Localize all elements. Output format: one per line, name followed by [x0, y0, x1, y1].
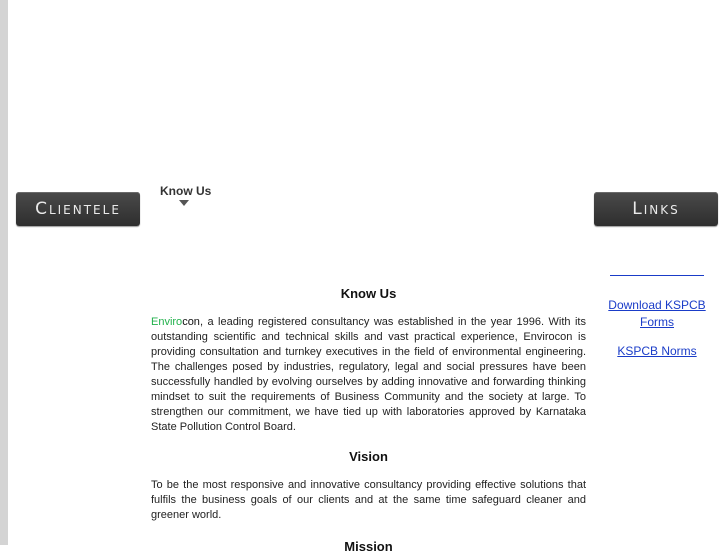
vision-paragraph: To be the most responsive and innovative consultancy providing effective solutions that fulfils the business goals of our clients and at the same time safeguard cleaner and greener world.	[151, 479, 586, 521]
links-divider	[610, 275, 704, 276]
know-us-paragraph	[151, 315, 586, 435]
know-us-text: , a leading registered consultancy was established in the year 1996. With its outstanding scientific and technical skills and vast practical experience, Envirocon is providing consultation and turnkey executives in the field of environmental engineering. The challenges posed by industries, regulatory, legal and social pressures have been successfully handled by evolving ourselves by adding innovative and forwarding thinking mindset to suit the requirements of Business Community and the society at large. To strengthen our commitment, we have tied up with laboratories approved by Karnataka State Pollution Control Board.	[151, 316, 586, 433]
links-button-label: Links	[632, 199, 680, 219]
caret-down-icon	[179, 200, 189, 206]
clientele-button-label: Clientele	[35, 199, 121, 219]
brand-name-part2: con	[182, 316, 200, 328]
links-sidebar	[596, 262, 718, 372]
left-border	[0, 0, 8, 545]
download-kspcb-forms-link[interactable]: Download KSPCB Forms	[608, 298, 706, 329]
know-us-heading: Know Us	[340, 286, 397, 301]
brand-name-part1: Enviro	[151, 316, 183, 328]
main-content	[151, 286, 586, 537]
nav-know-us[interactable]: Know Us	[160, 184, 212, 198]
vision-heading: Vision	[349, 449, 388, 464]
clientele-button[interactable]	[16, 192, 140, 226]
mission-heading: Mission	[344, 539, 393, 554]
kspcb-norms-link[interactable]: KSPCB Norms	[617, 344, 697, 358]
links-button[interactable]	[594, 192, 718, 226]
